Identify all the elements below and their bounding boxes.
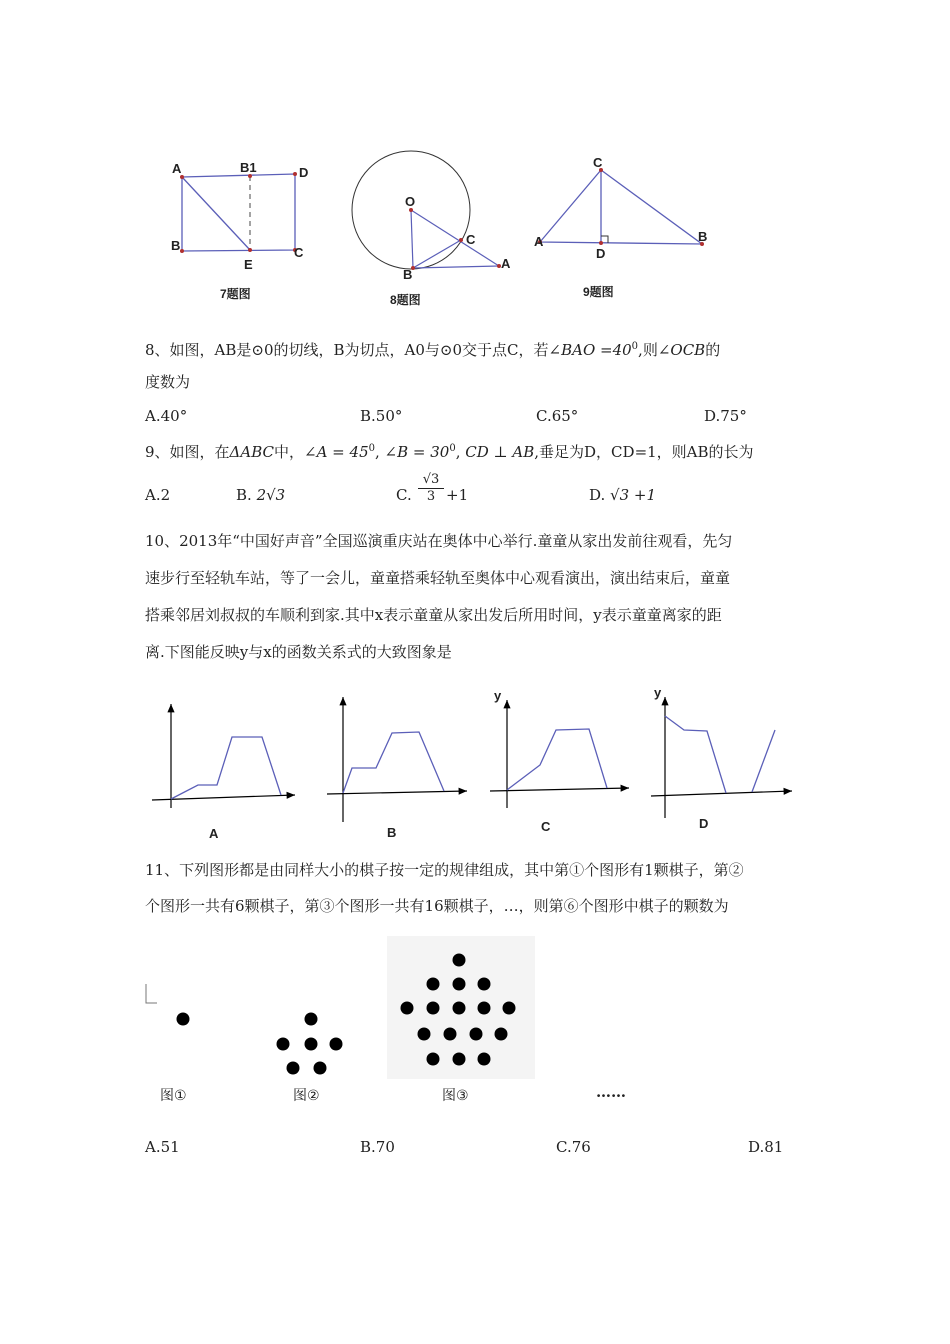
fig7-label-c: C xyxy=(294,245,304,260)
question-9-stem: 9、如图，在ΔABC中，∠A = $45^0$, ∠B = $30^0$, CD ⊥ AB,垂足为D，CD=1，则AB的长为 xyxy=(145,443,754,461)
q8-stem-b: ,则 xyxy=(638,341,658,359)
q8-option-a: A.40° xyxy=(145,407,188,425)
fig7-caption: 7题图 xyxy=(220,287,251,301)
fig8-caption: 8题图 xyxy=(390,293,421,307)
q9-stem-b: 中， xyxy=(274,443,305,461)
q9-option-d-value: √3 +1 xyxy=(610,486,657,504)
graph-a-label: A xyxy=(209,826,219,841)
graph-c-y-label: y xyxy=(494,688,502,703)
figure-2-caption: 图② xyxy=(293,1088,320,1104)
fig9-caption: 9题图 xyxy=(583,285,614,299)
q11-option-d: D.81 xyxy=(748,1138,784,1156)
figure-ellipsis: …… xyxy=(596,1083,626,1101)
fig9-label-c: C xyxy=(593,155,603,170)
q8-option-c: C.65° xyxy=(536,407,579,425)
graph-d-y-label: y xyxy=(654,685,662,700)
fig7-label-b: B xyxy=(171,238,181,253)
graph-c-label: C xyxy=(541,819,551,834)
q11-option-b: B.70 xyxy=(360,1138,395,1156)
q9-option-c-denominator: 3 xyxy=(418,488,444,505)
fig8-label-a: A xyxy=(501,256,511,271)
q10-line-1: 10、2013年“中国好声音”全国巡演重庆站在奥体中心举行.童童从家出发前往观看，先匀 xyxy=(145,532,733,550)
q10-line-3: 搭乘邻居刘叔叔的车顺利到家.其中x表示童童从家出发后所用时间，y表示童童离家的距 xyxy=(145,606,722,624)
fig7-label-b1: B1 xyxy=(240,160,257,175)
q9-angle-b: ∠B = 30 xyxy=(384,443,450,461)
q11-option-a: A.51 xyxy=(145,1138,180,1156)
q9-option-d-label: D. xyxy=(589,486,606,504)
q11-line-1: 11、下列图形都是由同样大小的棋子按一定的规律组成，其中第①个图形有1颗棋子，第② xyxy=(145,861,744,879)
q9-option-b-value: 2√3 xyxy=(256,486,286,504)
q9-angle-a: ∠A = 45 xyxy=(304,443,369,461)
q9-degree-a: 0 xyxy=(368,443,375,454)
fig7-label-a: A xyxy=(172,161,182,176)
fig8-label-b: B xyxy=(403,267,413,282)
q10-line-2: 速步行至轻轨车站，等了一会儿，童童搭乘轻轨至奥体中心观看演出，演出结束后，童童 xyxy=(145,569,731,587)
q9-triangle: ΔABC xyxy=(229,443,274,461)
fig9-label-b: B xyxy=(698,229,708,244)
q8-stem-a: 8、如图，AB是⊙0的切线，B为切点，A0与⊙0交于点C，若 xyxy=(145,341,549,359)
q8-angle-ocb: ∠OCB xyxy=(657,341,706,359)
q9-option-a: A.2 xyxy=(145,486,171,504)
fig7-label-e: E xyxy=(244,257,253,272)
q9-option-b-label: B. xyxy=(236,486,252,504)
q9-option-c-tail: +1 xyxy=(446,486,469,504)
q8-option-b: B.50° xyxy=(360,407,403,425)
q9-degree-b: 0 xyxy=(449,443,456,454)
q9-stem-a: 9、如图，在 xyxy=(145,443,230,461)
fig8-label-o: O xyxy=(405,194,416,209)
q8-option-d: D.75° xyxy=(704,407,747,425)
q11-line-2: 个图形一共有6颗棋子，第③个图形一共有16颗棋子，…，则第⑥个图形中棋子的颗数为 xyxy=(145,897,729,915)
q9-perpendicular: CD ⊥ AB xyxy=(465,443,535,461)
fig9-label-d: D xyxy=(596,246,606,261)
q9-option-c-numerator: √3 xyxy=(422,472,440,487)
q9-stem-c: ,垂足为D，CD=1，则AB的长为 xyxy=(534,443,754,461)
fig7-label-d: D xyxy=(299,165,309,180)
graph-b-label: B xyxy=(387,825,397,840)
graph-d-label: D xyxy=(699,816,709,831)
q8-degree: 0 xyxy=(631,341,639,352)
fig9-label-a: A xyxy=(534,234,544,249)
question-8-stem-line2: 度数为 xyxy=(145,373,191,391)
fig8-label-c: C xyxy=(466,232,476,247)
q11-option-c: C.76 xyxy=(556,1138,591,1156)
figure-1-dot xyxy=(177,1013,190,1026)
q9-option-c-label: C. xyxy=(396,486,412,504)
figure-1-caption: 图① xyxy=(160,1088,187,1104)
figure-3-caption: 图③ xyxy=(442,1088,469,1104)
q8-stem-c: 的 xyxy=(705,341,721,359)
q8-angle-bao: ∠BAO =40 xyxy=(548,341,632,359)
q10-line-4: 离.下图能反映y与x的函数关系式的大致图象是 xyxy=(145,643,452,661)
